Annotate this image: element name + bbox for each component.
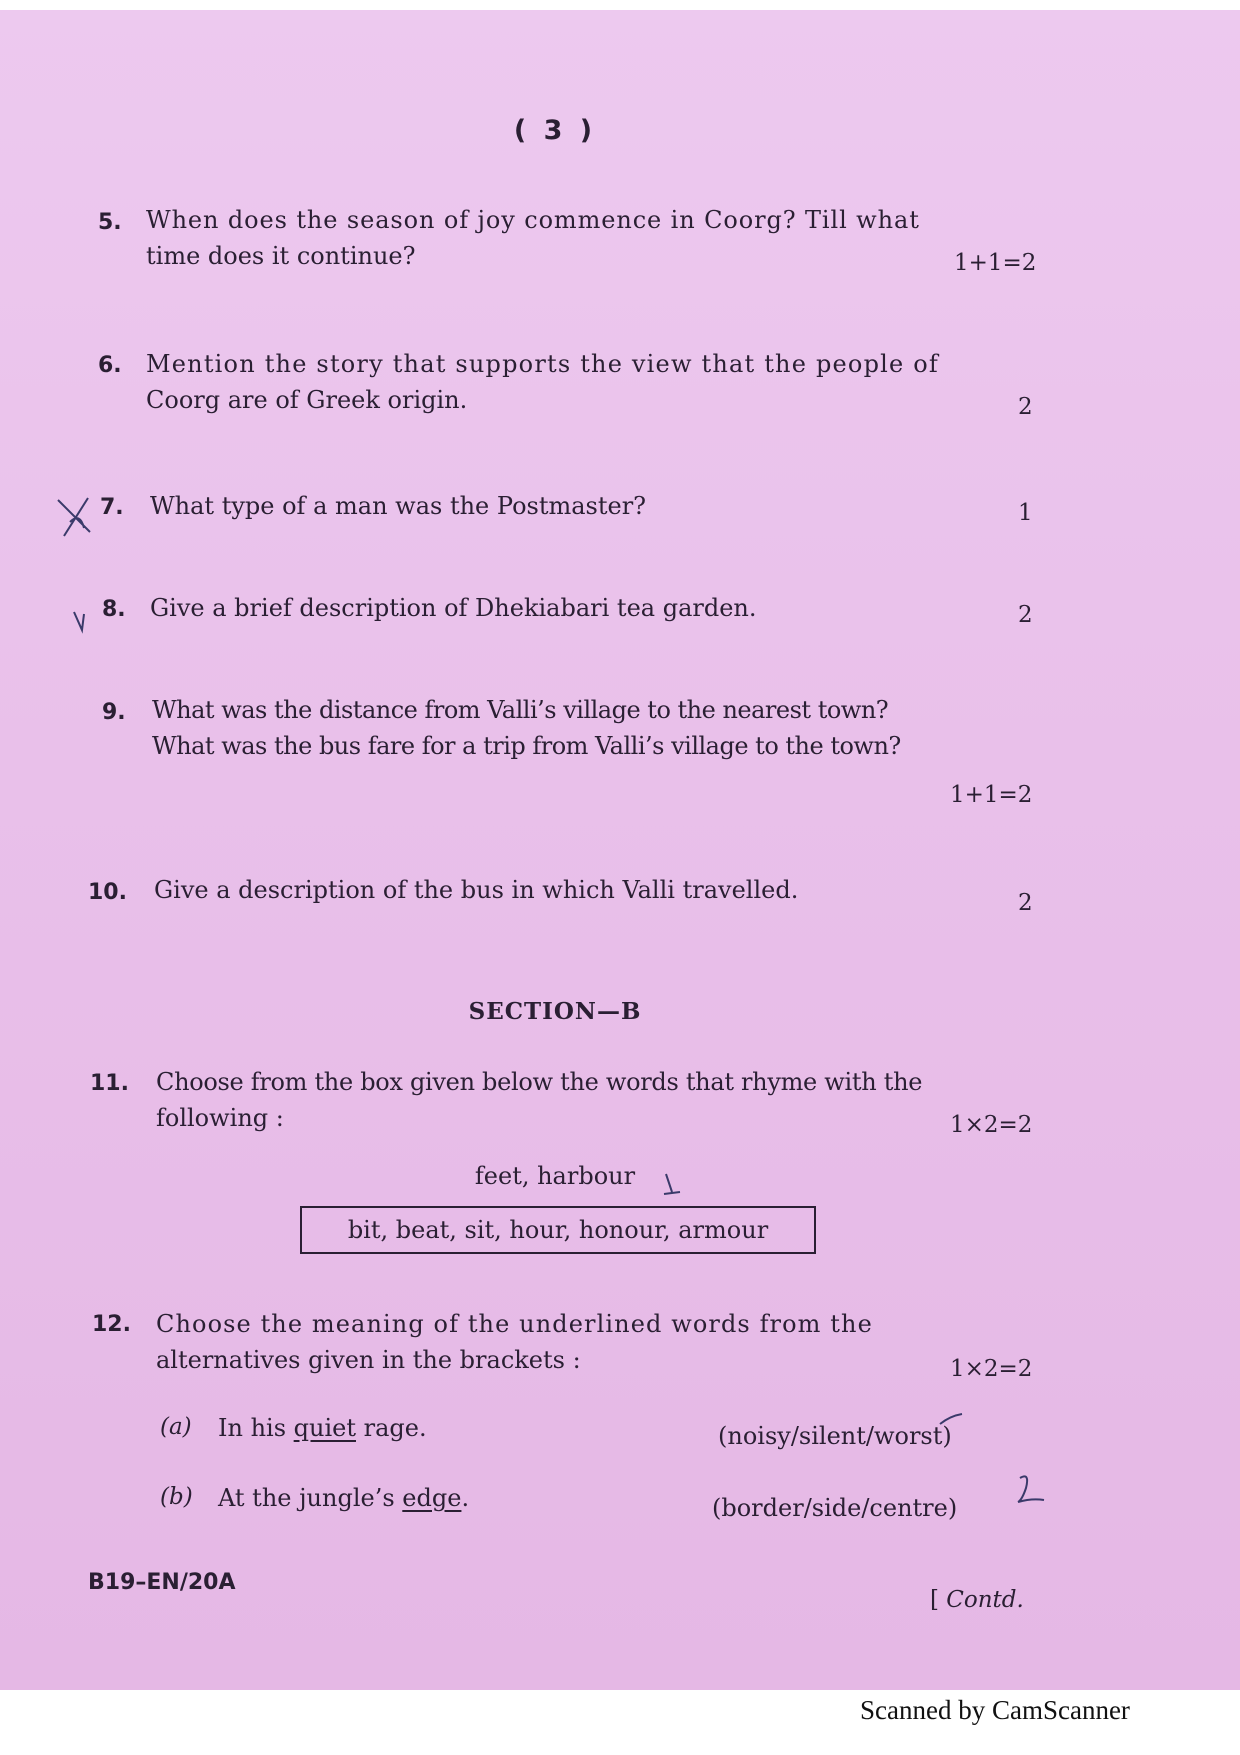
question-text-line: Coorg are of Greek origin. [146,386,468,414]
question-marks: 1×2=2 [950,1356,1033,1382]
pen-mark-one-margin [1012,1470,1052,1510]
underlined-word: edge [402,1484,462,1512]
question-number: 9. [102,700,126,725]
question-text-line: Give a brief description of Dhekiabari tea garden. [150,594,757,622]
question-number: 5. [98,210,122,235]
part-text-before: In his [218,1414,294,1442]
question-text-line: alternatives given in the brackets : [156,1346,581,1374]
word-box: bit, beat, sit, hour, honour, armour [300,1206,816,1254]
part-text [218,1414,427,1442]
continued-note [930,1587,1024,1613]
question-text-line: Choose from the box given below the words that rhyme with the [156,1068,923,1096]
question-number: 11. [90,1071,129,1096]
question-marks: 1+1=2 [950,782,1033,808]
continued-bracket: [ [930,1587,939,1613]
question-text-line: Give a description of the bus in which Valli travelled. [154,876,799,904]
question-text-line: When does the season of joy commence in Coorg? Till what [146,206,920,234]
question-marks: 1×2=2 [950,1112,1033,1138]
given-words: feet, harbour [474,1162,636,1190]
question-marks: 2 [1018,602,1033,628]
pen-mark-cross [50,492,110,542]
underlined-word: quiet [293,1414,356,1442]
question-number: 10. [88,880,127,905]
question-text-line: Choose the meaning of the underlined words from the [156,1310,873,1338]
question-number: 6. [98,353,122,378]
page-number: ( 3 ) [513,115,597,146]
pen-mark-stroke [936,1410,966,1430]
pen-mark-one [660,1170,684,1200]
question-marks: 1+1=2 [954,250,1037,276]
question-marks: 1 [1018,500,1033,526]
question-text-line: What was the distance from Valli’s village to the nearest town? [152,696,889,724]
pen-mark-tick [70,606,90,636]
question-number: 12. [92,1312,131,1337]
question-text-line: following : [156,1104,284,1132]
question-number: 8. [102,597,126,622]
continued-text: Contd. [946,1587,1024,1613]
scanner-watermark: Scanned by CamScanner [860,1695,1130,1725]
exam-page [0,10,1240,1690]
part-text-after: . [461,1484,470,1512]
part-text-after: rage. [356,1414,427,1442]
question-marks: 2 [1018,890,1033,916]
part-text [218,1484,469,1512]
part-label: (b) [160,1484,193,1510]
part-text-before: At the jungle’s [218,1484,403,1512]
question-number: 7. [100,495,124,520]
section-title: SECTION—B [468,998,642,1025]
question-text-line: What was the bus fare for a trip from Valli’s village to the town? [152,732,901,760]
question-marks: 2 [1018,394,1033,420]
part-label: (a) [160,1414,192,1440]
question-text-line: time does it continue? [146,242,416,270]
paper-code: B19–EN/20A [88,1570,236,1595]
question-text-line: Mention the story that supports the view that the people of [146,350,939,378]
answer-options: (noisy/silent/worst) [718,1422,952,1450]
question-text-line: What type of a man was the Postmaster? [150,492,647,520]
answer-options: (border/side/centre) [712,1494,958,1522]
